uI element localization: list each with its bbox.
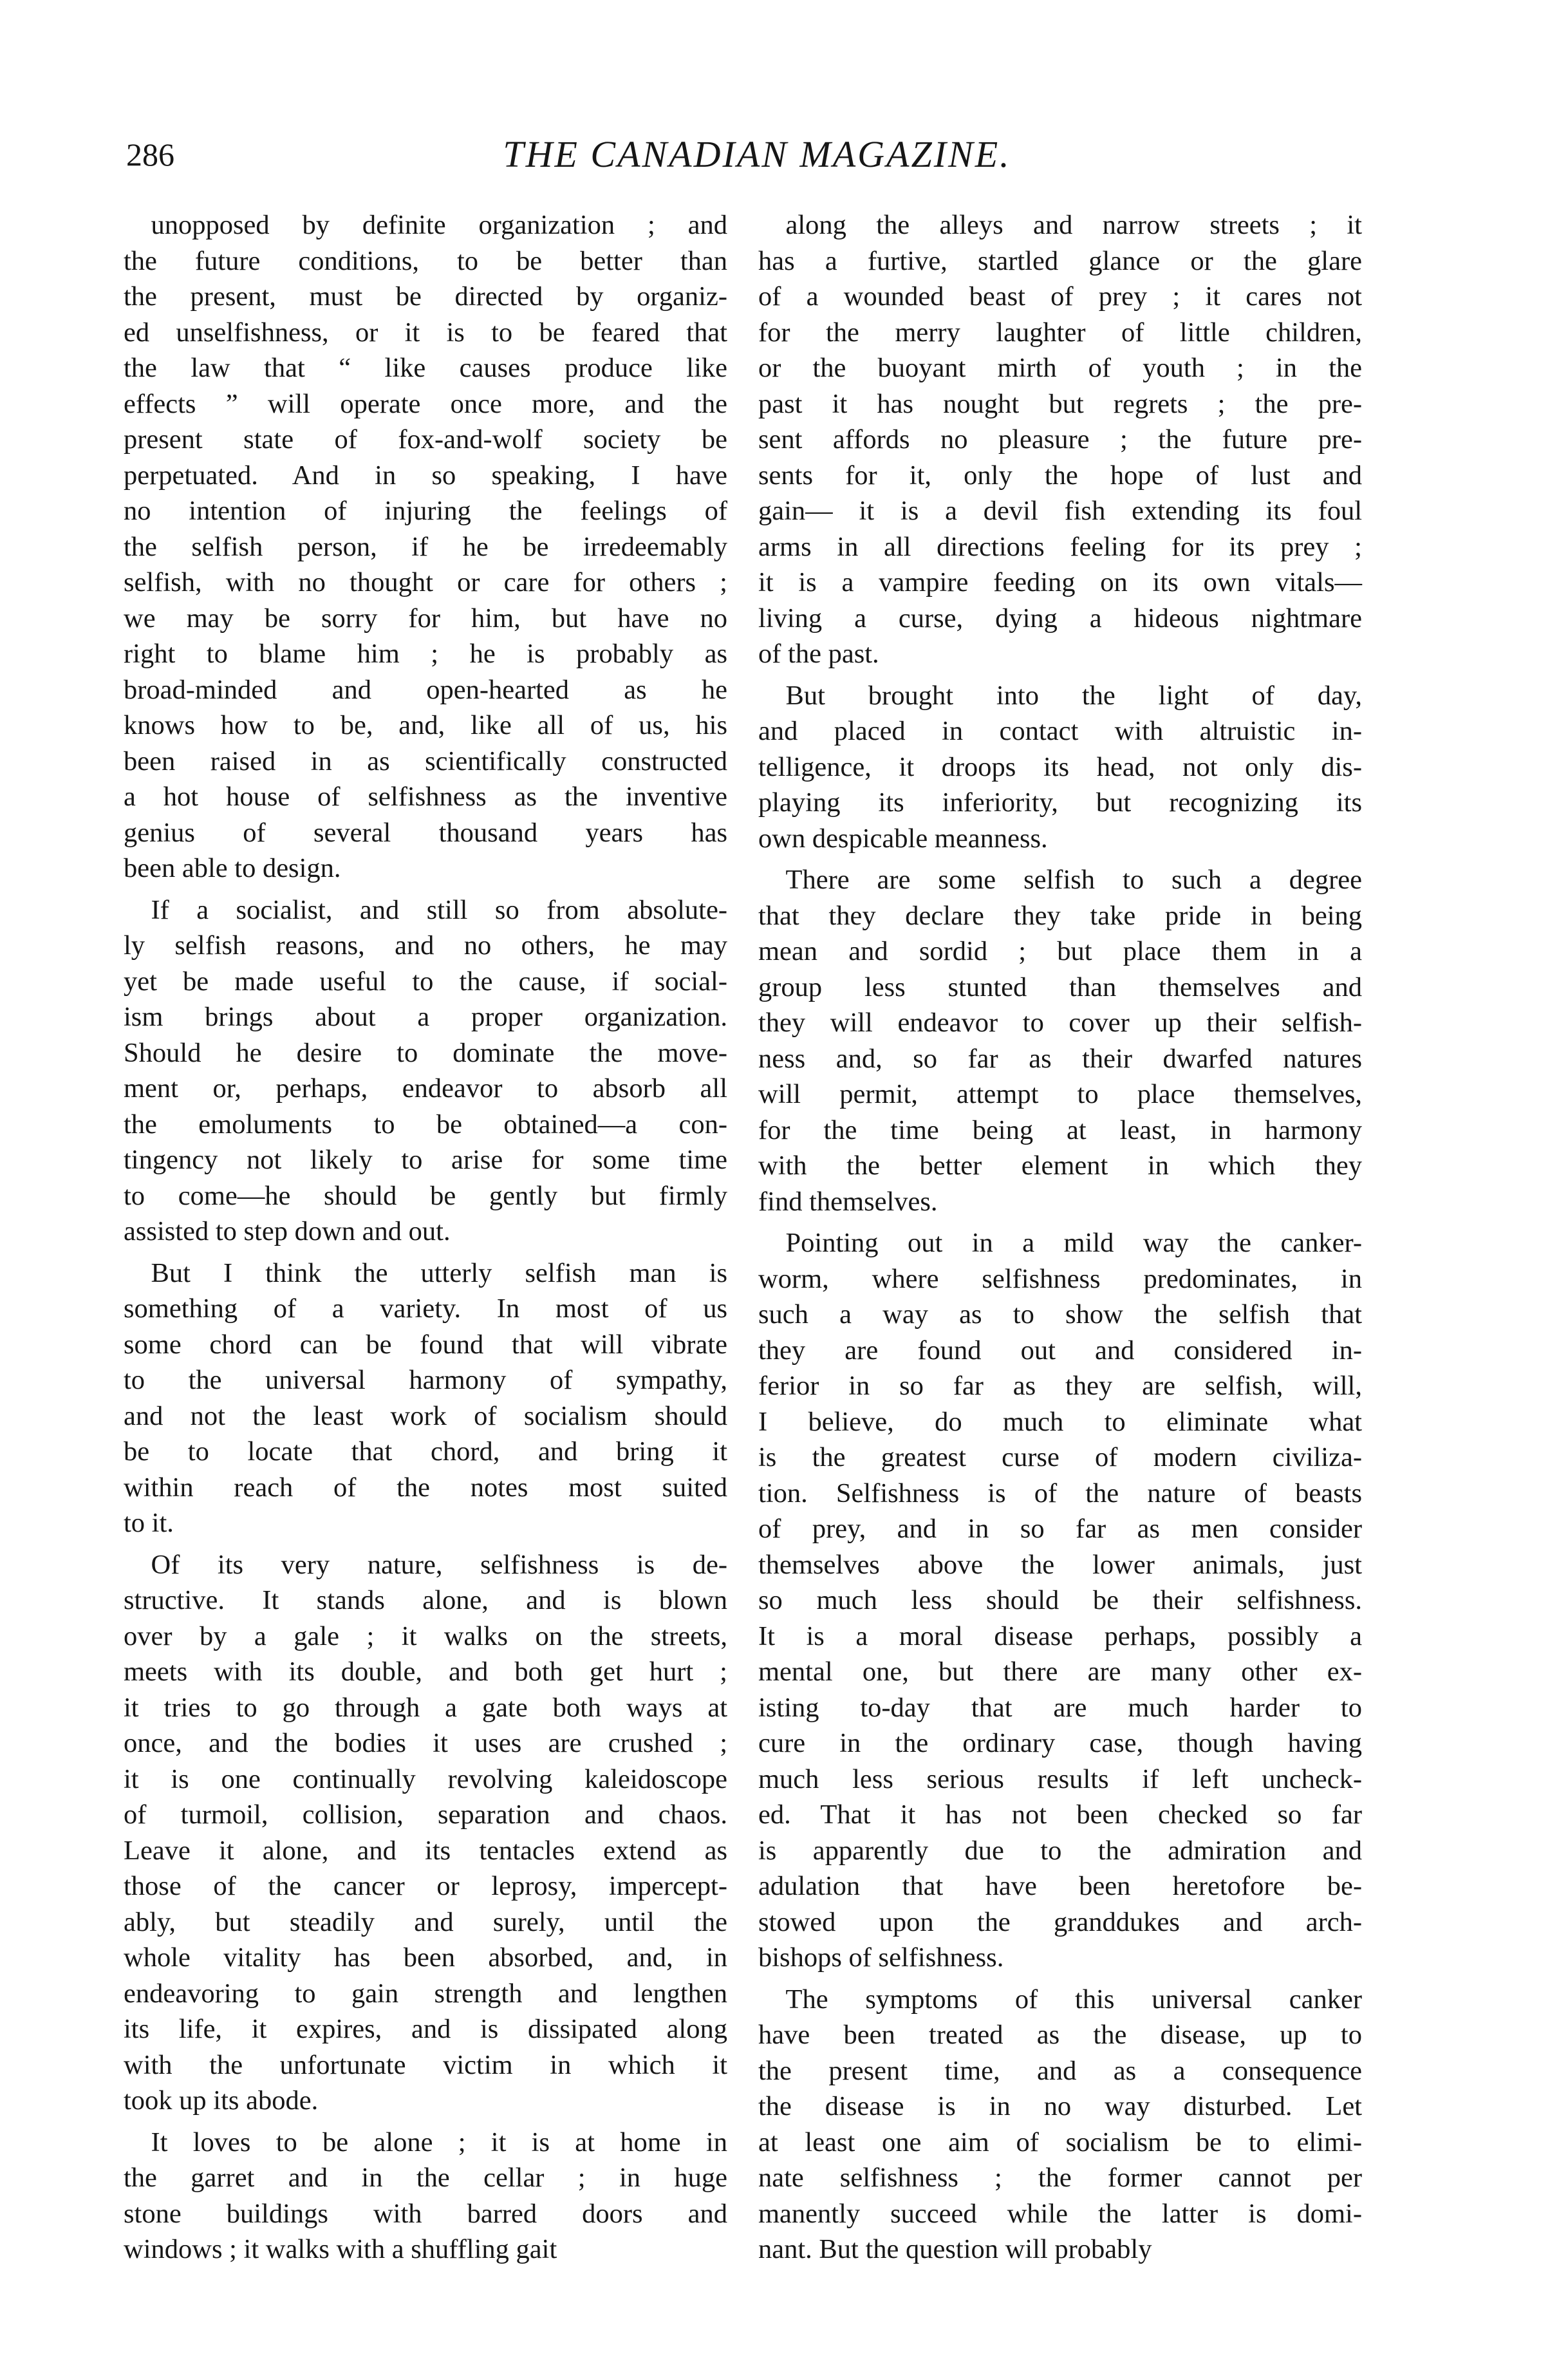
- text-line: group less stunted than themselves and: [758, 972, 1362, 1002]
- text-line: will permit, attempt to place themselves,: [758, 1079, 1362, 1109]
- text-line: selfish, with no thought or care for others ;: [124, 567, 727, 597]
- right-column: [758, 207, 1362, 2268]
- paragraph: [124, 892, 727, 1250]
- text-line: for the time being at least, in harmony: [758, 1114, 1362, 1145]
- paragraph: [758, 678, 1362, 857]
- text-line: bishops of selfishness.: [758, 1942, 1004, 1973]
- text-line: ferior in so far as they are selfish, will,: [758, 1371, 1362, 1401]
- text-line: endeavoring to gain strength and lengthen: [124, 1978, 727, 2009]
- text-line: broad-minded and open-hearted as he: [124, 674, 727, 705]
- text-line: telligence, it droops its head, not only dis-: [758, 751, 1362, 782]
- paragraph: [758, 862, 1362, 1219]
- paragraph: [124, 2125, 727, 2268]
- text-line: But I think the utterly selfish man is: [124, 1257, 727, 1288]
- text-line: has a furtive, startled glance or the glare: [758, 245, 1362, 276]
- text-line: If a socialist, and still so from absolute-: [124, 894, 727, 925]
- page-header: [126, 129, 1388, 180]
- text-line: whole vitality has been absorbed, and, in: [124, 1942, 727, 1973]
- text-line: of the past.: [758, 639, 879, 669]
- text-line: of prey, and in so far as men consider: [758, 1514, 1362, 1544]
- text-line: it is a vampire feeding on its own vitals—: [758, 567, 1362, 597]
- text-line: yet be made useful to the cause, if social-: [124, 966, 727, 997]
- text-line: they will endeavor to cover up their selfish-: [758, 1008, 1362, 1038]
- text-line: with the better element in which they: [758, 1151, 1362, 1181]
- text-line: been raised in as scientifically constructed: [124, 746, 727, 776]
- text-line: It loves to be alone ; it is at home in: [124, 2127, 727, 2157]
- text-line: the future conditions, to be better than: [124, 245, 727, 276]
- text-line: structive. It stands alone, and is blown: [124, 1585, 727, 1615]
- text-line: Of its very nature, selfishness is de-: [124, 1549, 727, 1580]
- text-line: the disease is in no way disturbed. Let: [758, 2091, 1362, 2121]
- text-line: is apparently due to the admiration and: [758, 1835, 1362, 1866]
- text-line: sents for it, only the hope of lust and: [758, 460, 1362, 491]
- text-line: perpetuated. And in so speaking, I have: [124, 460, 727, 491]
- text-line: been able to design.: [124, 853, 341, 883]
- left-column: [124, 207, 727, 2268]
- paragraph: [758, 207, 1362, 672]
- text-line: Leave it alone, and its tentacles extend as: [124, 1835, 727, 1866]
- text-line: and placed in contact with altruistic in-: [758, 716, 1362, 746]
- text-line: knows how to be, and, like all of us, his: [124, 710, 727, 740]
- text-line: something of a variety. In most of us: [124, 1293, 727, 1324]
- text-line: to come—he should be gently but firmly: [124, 1180, 727, 1211]
- text-line: those of the cancer or leprosy, impercept-: [124, 1871, 727, 1901]
- text-line: along the alleys and narrow streets ; it: [758, 210, 1362, 240]
- text-line: cure in the ordinary case, though having: [758, 1728, 1362, 1758]
- text-line: it tries to go through a gate both ways at: [124, 1692, 727, 1723]
- text-line: ism brings about a proper organization.: [124, 1002, 727, 1032]
- text-line: living a curse, dying a hideous nightmare: [758, 603, 1362, 634]
- text-line: over by a gale ; it walks on the streets,: [124, 1621, 727, 1651]
- text-line: gain— it is a devil fish extending its foul: [758, 496, 1362, 526]
- text-line: once, and the bodies it uses are crushed ;: [124, 1728, 727, 1758]
- text-line: a hot house of selfishness as the inventive: [124, 782, 727, 812]
- text-line: mean and sordid ; but place them in a: [758, 936, 1362, 966]
- text-line: the garret and in the cellar ; in huge: [124, 2163, 727, 2193]
- text-line: to the universal harmony of sympathy,: [124, 1365, 727, 1395]
- text-line: Pointing out in a mild way the canker-: [758, 1228, 1362, 1258]
- text-line: stowed upon the granddukes and arch-: [758, 1906, 1362, 1937]
- text-line: of turmoil, collision, separation and chaos.: [124, 1799, 727, 1830]
- text-line: no intention of injuring the feelings of: [124, 496, 727, 526]
- text-line: with the unfortunate victim in which it: [124, 2049, 727, 2080]
- running-title: THE CANADIAN MAGAZINE.: [503, 133, 1011, 175]
- text-line: the emoluments to be obtained—a con-: [124, 1109, 727, 1140]
- text-line: the present, must be directed by organiz-: [124, 281, 727, 312]
- text-line: is the greatest curse of modern civiliza-: [758, 1442, 1362, 1472]
- text-line: ness and, so far as their dwarfed natures: [758, 1043, 1362, 1074]
- text-line: tion. Selfishness is of the nature of beasts: [758, 1478, 1362, 1508]
- text-line: ment or, perhaps, endeavor to absorb all: [124, 1073, 727, 1104]
- text-line: for the merry laughter of little children,: [758, 317, 1362, 348]
- text-line: we may be sorry for him, but have no: [124, 603, 727, 634]
- text-line: adulation that have been heretofore be-: [758, 1871, 1362, 1901]
- text-line: it is one continually revolving kaleidoscope: [124, 1763, 727, 1794]
- text-line: worm, where selfishness predominates, in: [758, 1263, 1362, 1294]
- text-line: The symptoms of this universal canker: [758, 1984, 1362, 2015]
- text-line: have been treated as the disease, up to: [758, 2020, 1362, 2050]
- text-line: ably, but steadily and surely, until the: [124, 1906, 727, 1937]
- paragraph: [758, 1982, 1362, 2268]
- text-line: the present time, and as a consequence: [758, 2055, 1362, 2086]
- text-line: some chord can be found that will vibrate: [124, 1329, 727, 1360]
- text-line: such a way as to show the selfish that: [758, 1299, 1362, 1330]
- text-line: be to locate that chord, and bring it: [124, 1436, 727, 1467]
- text-line: the selfish person, if he be irredeemably: [124, 531, 727, 562]
- paragraph: [124, 207, 727, 887]
- text-line: own despicable meanness.: [758, 823, 1048, 854]
- text-line: to it.: [124, 1508, 174, 1538]
- paragraph: [758, 1225, 1362, 1976]
- text-line: ly selfish reasons, and no others, he may: [124, 930, 727, 961]
- text-line: windows ; it walks with a shuffling gait: [124, 2234, 557, 2264]
- text-line: that they declare they take pride in being: [758, 900, 1362, 931]
- text-line: But brought into the light of day,: [758, 680, 1362, 711]
- paragraph: [124, 1547, 727, 2119]
- text-line: much less serious results if left uncheck-: [758, 1763, 1362, 1794]
- page-number: 286: [126, 136, 174, 173]
- text-line: nant. But the question will probably: [758, 2234, 1152, 2264]
- text-line: I believe, do much to eliminate what: [758, 1406, 1362, 1437]
- text-line: Should he desire to dominate the move-: [124, 1037, 727, 1068]
- text-line: ed. That it has not been checked so far: [758, 1799, 1362, 1830]
- text-line: meets with its double, and both get hurt ;: [124, 1657, 727, 1687]
- text-line: right to blame him ; he is probably as: [124, 639, 727, 669]
- text-line: stone buildings with barred doors and: [124, 2198, 727, 2229]
- text-line: so much less should be their selfishness.: [758, 1585, 1362, 1615]
- text-line: at least one aim of socialism be to elimi-: [758, 2127, 1362, 2157]
- text-line: themselves above the lower animals, just: [758, 1549, 1362, 1580]
- text-line: its life, it expires, and is dissipated along: [124, 2014, 727, 2044]
- text-line: took up its abode.: [124, 2085, 319, 2116]
- text-line: or the buoyant mirth of youth ; in the: [758, 353, 1362, 383]
- text-line: manently succeed while the latter is domi-: [758, 2198, 1362, 2229]
- text-line: past it has nought but regrets ; the pre-: [758, 388, 1362, 419]
- paragraph: [124, 1255, 727, 1541]
- text-line: tingency not likely to arise for some time: [124, 1145, 727, 1175]
- text-line: unopposed by definite organization ; and: [124, 210, 727, 240]
- text-line: playing its inferiority, but recognizing its: [758, 787, 1362, 818]
- text-line: they are found out and considered in-: [758, 1335, 1362, 1366]
- text-line: genius of several thousand years has: [124, 817, 727, 848]
- text-line: present state of fox-and-wolf society be: [124, 424, 727, 455]
- text-line: the law that “ like causes produce like: [124, 353, 727, 383]
- text-line: There are some selfish to such a degree: [758, 865, 1362, 895]
- text-line: effects ” will operate once more, and the: [124, 388, 727, 419]
- text-line: isting to-day that are much harder to: [758, 1692, 1362, 1723]
- text-line: find themselves.: [758, 1186, 938, 1217]
- text-line: mental one, but there are many other ex-: [758, 1657, 1362, 1687]
- text-line: It is a moral disease perhaps, possibly a: [758, 1621, 1362, 1651]
- text-line: within reach of the notes most suited: [124, 1472, 727, 1503]
- text-line: and not the least work of socialism should: [124, 1400, 727, 1431]
- text-line: assisted to step down and out.: [124, 1216, 451, 1246]
- text-line: of a wounded beast of prey ; it cares not: [758, 281, 1362, 312]
- text-line: ed unselfishness, or it is to be feared that: [124, 317, 727, 348]
- text-line: sent affords no pleasure ; the future pre-: [758, 424, 1362, 455]
- text-line: nate selfishness ; the former cannot per: [758, 2163, 1362, 2193]
- text-line: arms in all directions feeling for its prey ;: [758, 531, 1362, 562]
